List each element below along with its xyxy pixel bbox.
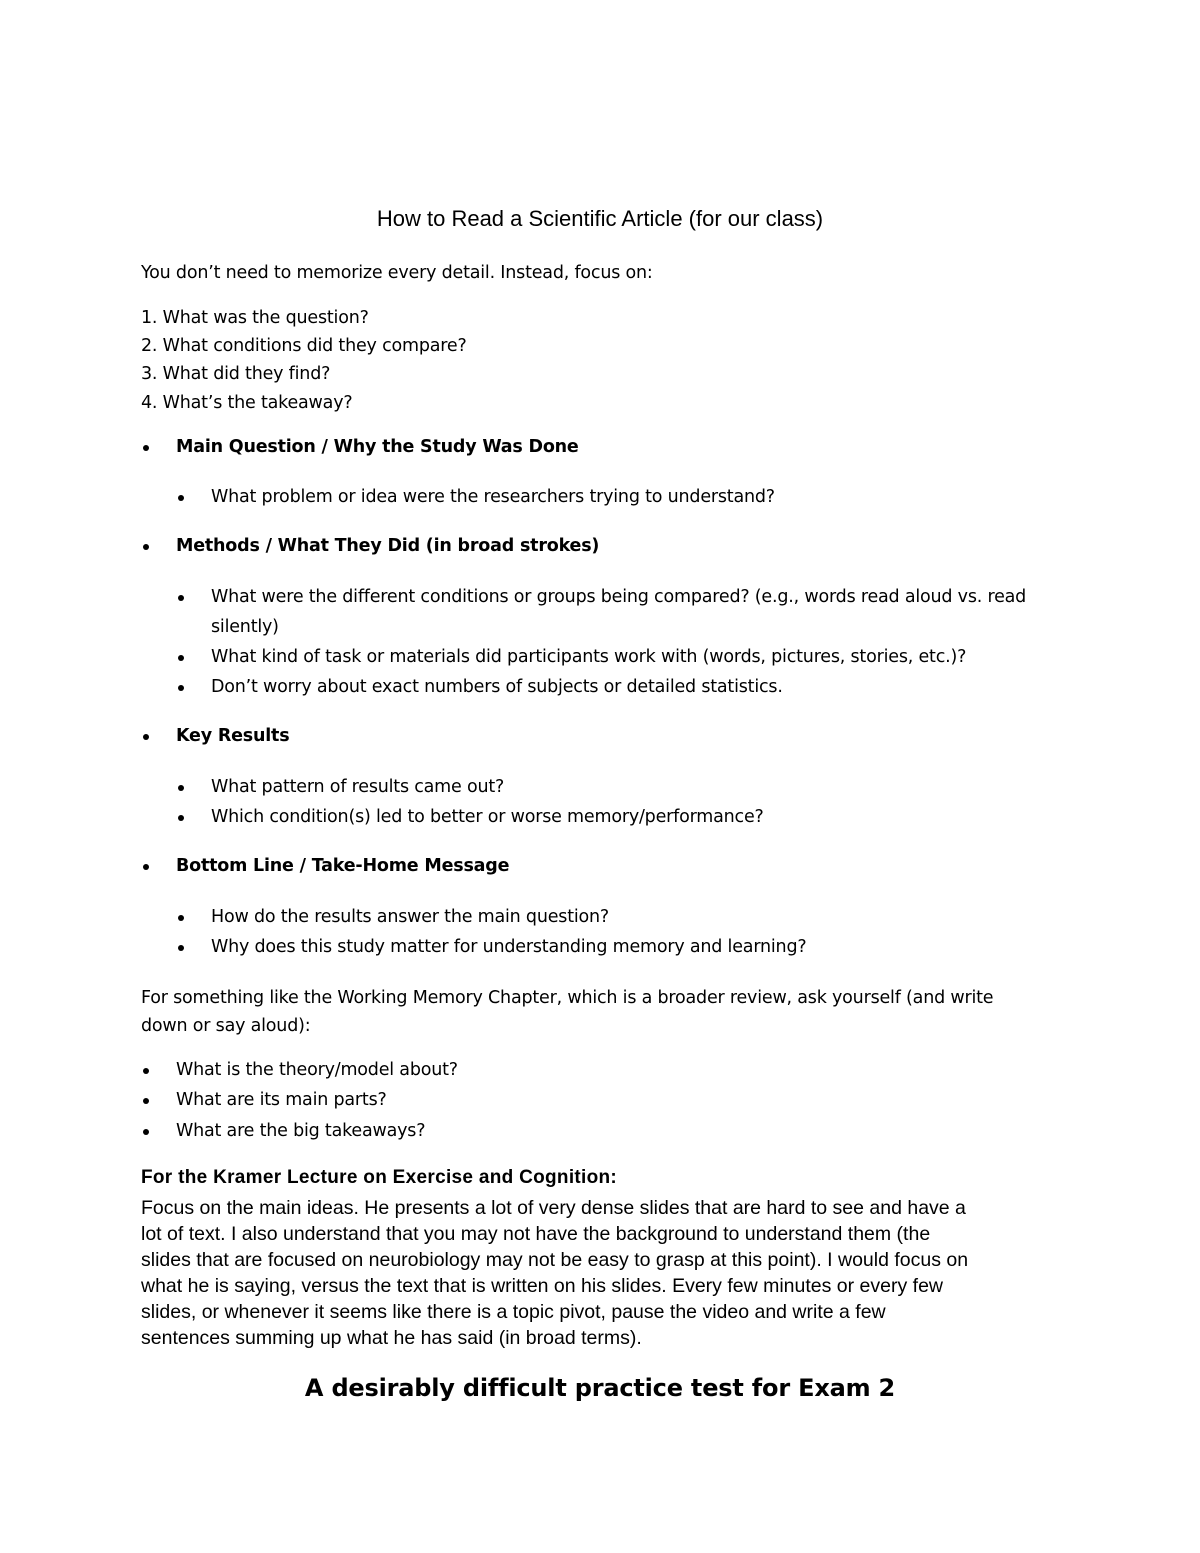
list-item: What are the big takeaways? [176, 1121, 426, 1141]
practice-test-heading: A desirably difficult practice test for Exam 2 [304, 1374, 896, 1402]
numbered-item: 2. What conditions did they compare? [141, 336, 467, 356]
numbered-item: 1. What was the question? [141, 308, 369, 328]
kramer-paragraph-line: lot of text. I also understand that you may not have the background to understand them (the [141, 1223, 931, 1245]
bullet-icon [143, 1098, 149, 1104]
bullet-icon [143, 1068, 149, 1074]
section-heading-key-results: Key Results [176, 726, 290, 746]
bullet-icon [178, 945, 184, 951]
bullet-icon [178, 685, 184, 691]
bullet-icon [143, 445, 149, 451]
kramer-paragraph-line: slides that are focused on neurobiology may not be easy to grasp at this point). I would focus on [141, 1249, 969, 1271]
kramer-paragraph-line: Focus on the main ideas. He presents a lot of very dense slides that are hard to see and have a [141, 1197, 966, 1219]
list-item: What are its main parts? [176, 1090, 387, 1110]
kramer-paragraph-line: what he is saying, versus the text that is written on his slides. Every few minutes or every few [141, 1275, 944, 1297]
bullet-icon [143, 734, 149, 740]
list-item: What kind of task or materials did participants work with (words, pictures, stories, etc.)? [211, 647, 967, 667]
list-item: What pattern of results came out? [211, 777, 505, 797]
intro-text: You don’t need to memorize every detail. Instead, focus on: [141, 263, 653, 283]
bullet-icon [143, 1129, 149, 1135]
kramer-paragraph-line: slides, or whenever it seems like there is a topic pivot, pause the video and write a few [141, 1301, 886, 1323]
list-item: How do the results answer the main question? [211, 907, 610, 927]
bullet-icon [178, 915, 184, 921]
bullet-icon [178, 785, 184, 791]
section-heading-methods: Methods / What They Did (in broad strokes) [176, 536, 600, 556]
list-item: Don’t worry about exact numbers of subjects or detailed statistics. [211, 677, 783, 697]
section-heading-main-question: Main Question / Why the Study Was Done [176, 437, 579, 457]
list-item: Which condition(s) led to better or worse memory/performance? [211, 807, 764, 827]
kramer-heading: For the Kramer Lecture on Exercise and Cognition: [141, 1167, 618, 1188]
working-memory-paragraph: down or say aloud): [141, 1016, 311, 1036]
section-heading-bottom-line: Bottom Line / Take-Home Message [176, 856, 510, 876]
kramer-paragraph-line: sentences summing up what he has said (in broad terms). [141, 1327, 642, 1349]
list-item: What is the theory/model about? [176, 1060, 458, 1080]
bullet-icon [178, 815, 184, 821]
numbered-item: 3. What did they find? [141, 364, 331, 384]
list-item-continuation: silently) [211, 617, 279, 637]
bullet-icon [143, 544, 149, 550]
list-item: What problem or idea were the researchers trying to understand? [211, 487, 775, 507]
list-item: Why does this study matter for understanding memory and learning? [211, 937, 807, 957]
list-item: What were the different conditions or groups being compared? (e.g., words read aloud vs. read [211, 587, 1027, 607]
bullet-icon [178, 655, 184, 661]
document-title: How to Read a Scientific Article (for our class) [376, 206, 824, 231]
working-memory-paragraph: For something like the Working Memory Chapter, which is a broader review, ask yourself (and write [141, 988, 994, 1008]
bullet-icon [178, 595, 184, 601]
bullet-icon [178, 495, 184, 501]
bullet-icon [143, 864, 149, 870]
numbered-item: 4. What’s the takeaway? [141, 393, 353, 413]
